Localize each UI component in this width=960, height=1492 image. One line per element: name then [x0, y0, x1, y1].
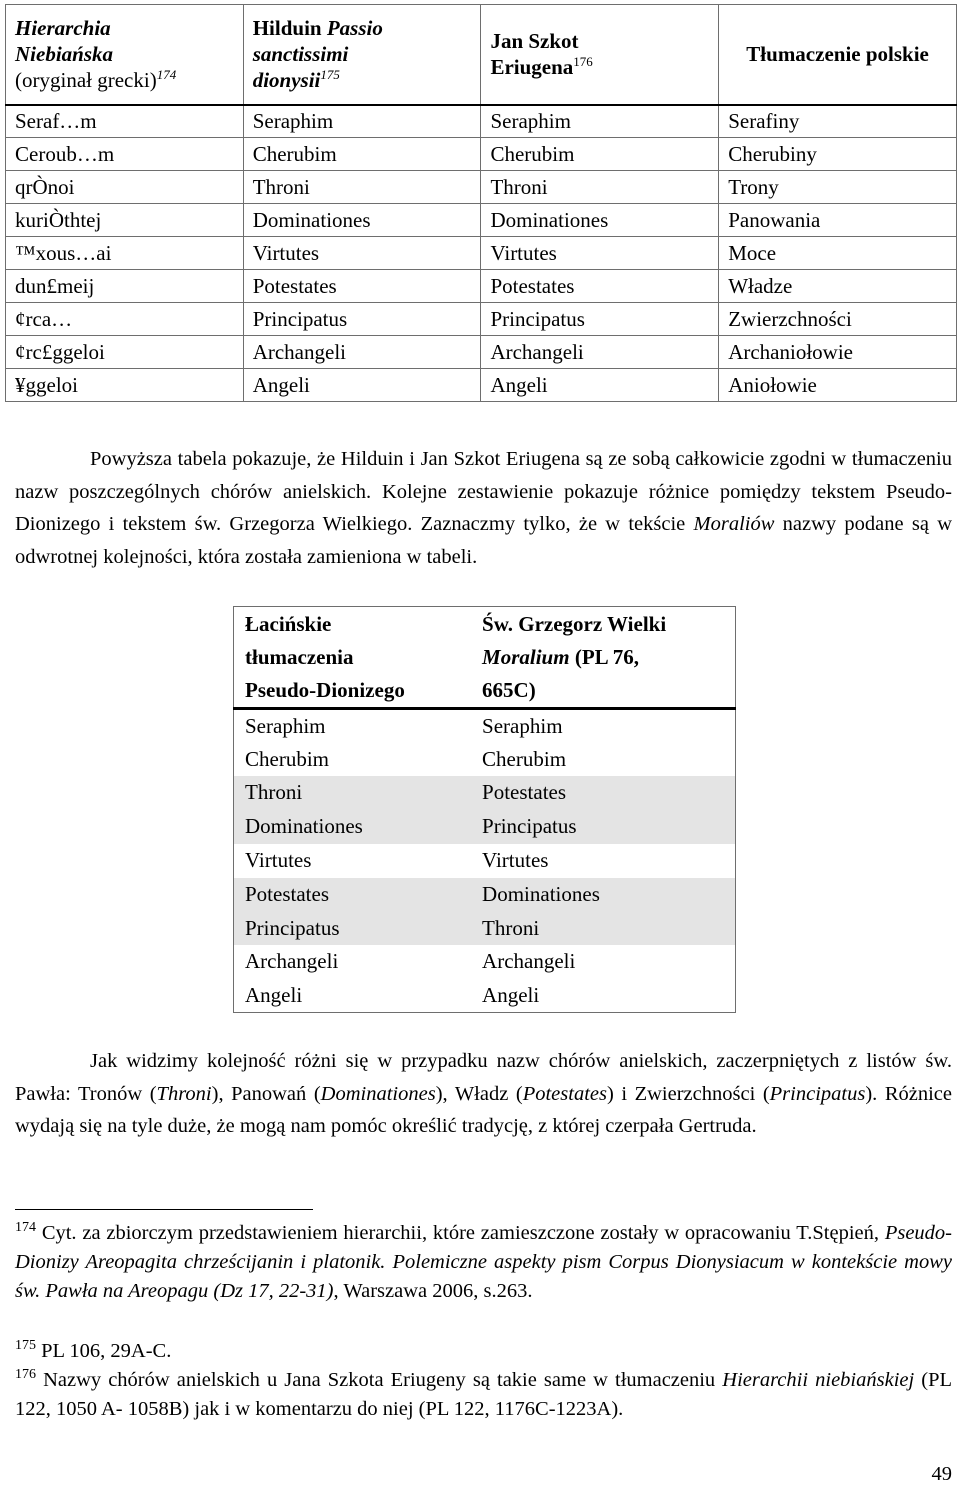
table-cell: Cherubim	[481, 138, 719, 171]
table-cell: dun£meij	[6, 270, 244, 303]
table-row	[234, 810, 736, 844]
footnote-text: , Warszawa 2006, s.263.	[333, 1280, 533, 1302]
header-text: tłumaczenia	[245, 645, 354, 669]
footnote-number: 176	[15, 1367, 36, 1383]
footnote-ref: 175	[320, 67, 340, 83]
table-row	[234, 844, 736, 878]
footnote	[15, 1219, 952, 1306]
header-hilduin	[243, 5, 481, 105]
comparison-table	[233, 606, 736, 1013]
header-text: Łacińskie	[245, 612, 332, 636]
table-cell: Cherubim	[234, 743, 472, 777]
header-gregory	[471, 607, 735, 709]
table-row	[234, 878, 736, 912]
table-cell: Throni	[243, 171, 481, 204]
table-cell: Angeli	[234, 979, 472, 1013]
table-row	[6, 171, 957, 204]
table-cell: Angeli	[471, 979, 735, 1013]
header-pseudo-dionysius	[234, 607, 472, 709]
table-cell: Principatus	[243, 303, 481, 336]
footnote-separator	[15, 1209, 313, 1210]
header-text: dionysii	[252, 68, 321, 93]
footnote-text: (PL 122, 1050 A- 1058B) jak i w komentarzu do niej (PL 122, 1176C-1223A).	[15, 1369, 953, 1420]
header-text: Pseudo-Dionizego	[245, 678, 405, 702]
paragraph-text: Jak widzimy kolejność różni się w przypadku nazw chórów anielskich, zaczerpniętych z listów św. Pawła: Tronów (	[15, 1050, 952, 1105]
header-text: Hierarchia	[15, 15, 111, 40]
table-cell: Archangeli	[243, 336, 481, 369]
paragraph-italic: Dominationes	[320, 1082, 436, 1105]
table-cell: Cherubim	[471, 743, 735, 777]
table-cell: Ceroub…m	[6, 138, 244, 171]
table-row	[6, 138, 957, 171]
header-text: 665C)	[482, 678, 536, 702]
table-cell: Panowania	[719, 204, 957, 237]
paragraph-text: ). Różnice wydają się na tyle duże, że mogą nam pomóc określić tradycję, z której czerpała Gertruda.	[15, 1082, 952, 1137]
table-cell: Archangeli	[234, 945, 472, 979]
table-row	[234, 979, 736, 1013]
table-cell: kuriÒthtej	[6, 204, 244, 237]
table-cell: Throni	[481, 171, 719, 204]
table-cell: ¥ggeloi	[6, 369, 244, 402]
table-row	[6, 204, 957, 237]
paragraph-text: nazwy podane są w odwrotnej kolejności, która została zamieniona w tabeli.	[15, 513, 952, 568]
table-cell: Principatus	[481, 303, 719, 336]
footnote-italic: Pseudo-Dionizy Areopagita chrześcijanin i platonik. Polemiczne aspekty pism Corpus Dionysiacum w kontekście mowy św. Pawła na Areopagu (Dz 17, 22-31)	[15, 1222, 952, 1302]
table-cell: Potestates	[471, 776, 735, 810]
table-cell: Dominationes	[243, 204, 481, 237]
table-row	[234, 776, 736, 810]
header-greek-original	[6, 5, 244, 105]
table-cell: Cherubim	[243, 138, 481, 171]
footnote	[15, 1337, 952, 1366]
paragraph-italic: Throni	[156, 1082, 212, 1105]
table-cell: Throni	[234, 776, 472, 810]
table-row	[6, 237, 957, 270]
footnote-number: 175	[15, 1338, 36, 1354]
footnote-text: Cyt. za zbiorczym przedstawieniem hierarchii, które zamieszczone zostały w opracowaniu T.Stępień,	[36, 1222, 885, 1244]
header-text: Eriugena	[490, 55, 574, 80]
paragraph-text: Powyższa tabela pokazuje, że Hilduin i Jan Szkot Eriugena są ze sobą całkowicie zgodni w tłumaczeniu nazw poszczególnych chórów anielskich. Kolejne zestawienie pokazuje różnice pomiędzy tekstem Pseudo-Dionizego i tekstem św. Grzegorza Wielkiego. Zaznaczmy tylko, że w tekście	[15, 448, 952, 535]
table-cell: Serafiny	[719, 105, 957, 138]
table-cell: ™xous…ai	[6, 237, 244, 270]
table-cell: Potestates	[481, 270, 719, 303]
footnote-ref: 176	[573, 54, 593, 70]
table-cell: Potestates	[234, 878, 472, 912]
body-paragraph	[15, 443, 952, 573]
table-row	[6, 369, 957, 402]
body-paragraph	[15, 1045, 952, 1143]
table-cell: ¢rc£ggeloi	[6, 336, 244, 369]
table-cell: Throni	[471, 912, 735, 946]
header-eriugena	[481, 5, 719, 105]
table-row	[234, 743, 736, 777]
table-cell: Archaniołowie	[719, 336, 957, 369]
paragraph-text: ) i Zwierzchności (	[606, 1082, 770, 1105]
table-cell: Virtutes	[481, 237, 719, 270]
table-cell: ¢rca…	[6, 303, 244, 336]
header-text: Hilduin	[252, 15, 322, 40]
table-cell: Dominationes	[481, 204, 719, 237]
table-cell: Aniołowie	[719, 369, 957, 402]
table-cell: Angeli	[481, 369, 719, 402]
header-text: Tłumaczenie polskie	[746, 42, 929, 67]
footnote	[15, 1366, 952, 1424]
table-cell: qrÒnoi	[6, 171, 244, 204]
table-cell: Angeli	[243, 369, 481, 402]
table-cell: Moce	[719, 237, 957, 270]
table-row	[234, 945, 736, 979]
table-cell: Seraphim	[481, 105, 719, 138]
table-cell: Władze	[719, 270, 957, 303]
paragraph-text: ), Władz (	[435, 1082, 523, 1105]
table-cell: Cherubiny	[719, 138, 957, 171]
header-text: Św. Grzegorz Wielki	[482, 612, 667, 636]
table-cell: Dominationes	[234, 810, 472, 844]
table-cell: Principatus	[471, 810, 735, 844]
header-text: (PL 76,	[569, 645, 639, 669]
header-text: Moralium	[482, 645, 570, 669]
header-text: Passio	[326, 15, 383, 40]
table-row	[6, 336, 957, 369]
table-header-row	[234, 607, 736, 709]
paragraph-italic: Potestates	[522, 1082, 607, 1105]
paragraph-italic: Moraliów	[693, 513, 775, 535]
table-cell: Virtutes	[471, 844, 735, 878]
table-row	[234, 912, 736, 946]
table-cell: Seraphim	[471, 709, 735, 743]
header-text: Jan Szkot	[490, 29, 579, 53]
footnote-text: PL 106, 29A-C.	[36, 1340, 172, 1362]
footnote-ref: 174	[156, 67, 177, 83]
table-cell: Trony	[719, 171, 957, 204]
paragraph-italic: Principatus	[769, 1082, 866, 1105]
table-row	[6, 270, 957, 303]
footnote-text: Nazwy chórów anielskich u Jana Szkota Eriugeny są takie same w tłumaczeniu	[36, 1369, 723, 1391]
table-header-row	[6, 5, 957, 105]
paragraph-text: ), Panowań (	[211, 1082, 321, 1105]
header-text: (oryginał grecki)	[15, 68, 157, 93]
table-cell: Seraf…m	[6, 105, 244, 138]
table-row	[6, 303, 957, 336]
table-cell: Archangeli	[471, 945, 735, 979]
table-row	[234, 709, 736, 743]
table-cell: Principatus	[234, 912, 472, 946]
table-row	[6, 105, 957, 138]
page-number: 49	[931, 1463, 952, 1485]
hierarchy-names-table	[5, 4, 957, 402]
table-cell: Virtutes	[234, 844, 472, 878]
header-text: sanctissimi	[252, 42, 349, 67]
header-text: Niebiańska	[15, 42, 114, 67]
table-cell: Archangeli	[481, 336, 719, 369]
table-cell: Seraphim	[234, 709, 472, 743]
header-polish-translation	[719, 5, 957, 105]
table-cell: Virtutes	[243, 237, 481, 270]
table-cell: Seraphim	[243, 105, 481, 138]
footnote-number: 174	[15, 1220, 36, 1236]
table-cell: Zwierzchności	[719, 303, 957, 336]
table-cell: Dominationes	[471, 878, 735, 912]
footnote-italic: Hierarchii niebiańskiej	[722, 1369, 915, 1391]
table-cell: Potestates	[243, 270, 481, 303]
